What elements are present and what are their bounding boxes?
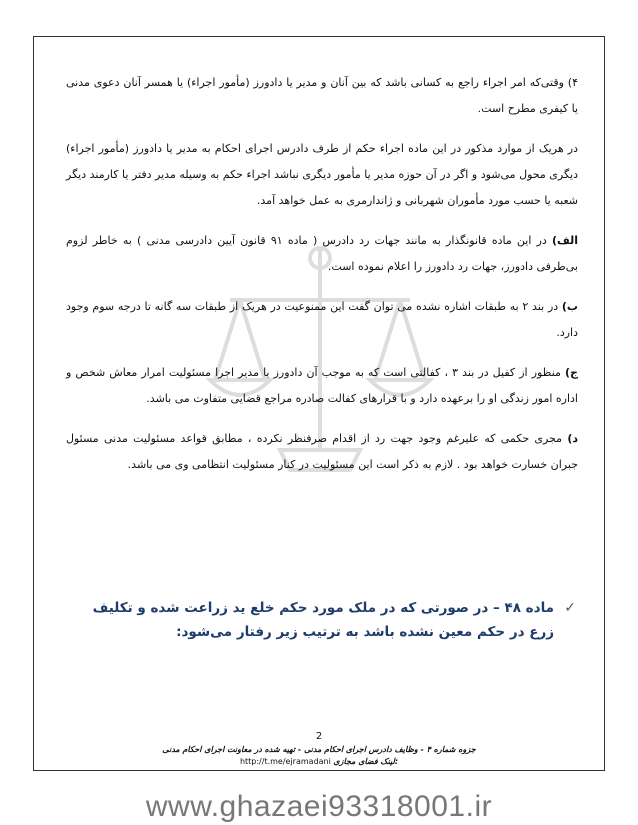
footer-link-url[interactable]: http://t.me/ejramadani — [239, 757, 331, 766]
paragraph-be — [66, 294, 578, 346]
label-be: ب) — [561, 300, 578, 313]
paragraph-dal — [66, 426, 578, 478]
label-dal: د) — [567, 432, 578, 445]
text-alef: در این ماده قانونگذار به مانند جهات رد دادرس ( ماده ۹۱ قانون آیین دادرسی مدنی ) به خاطر لزوم بی‌طرفی دادورز، جهات رد دادورز را اعلام نموده است. — [66, 234, 578, 273]
footer-title: جزوه شماره ۴ - وظایف دادرس اجرای احکام مدنی - تهیه شده در معاونت اجرای احکام مدنی — [162, 745, 476, 754]
label-jim: ج) — [565, 366, 578, 379]
paragraph-alef — [66, 228, 578, 280]
site-watermark: www.ghazaei93318001.ir — [145, 790, 493, 823]
paragraph-jim — [66, 360, 578, 412]
article-48-text: ماده ۴۸ – در صورتی که در ملک مورد حکم خلع ید زراعت شده و تکلیف زرع در حکم معین نشده باشد به ترتیب زیر رفتار می‌شود: — [92, 600, 554, 640]
text-jim: منظور از کفیل در بند ۳ ، کفالتی است که به موجب آن دادورز یا مدیر اجرا مسئولیت امرار معاش شخص و اداره امور زندگی او را برعهده دارد و با قرارهای کفالت صادره مراجع قضایی متفاوت می باشد. — [66, 366, 578, 405]
page-number: 2 — [315, 731, 323, 742]
text-be: در بند ۲ به طبقات اشاره نشده می توان گفت این ممنوعیت در هریک از طبقات سه گانه تا درجه سوم وجود دارد. — [66, 300, 578, 339]
check-arrow-icon: ✓ — [564, 600, 576, 616]
article-48-heading — [66, 596, 576, 644]
footer-link-label: لینک فضای مجازی: — [333, 757, 399, 766]
paragraph-item4: ۴) وقتی‌که امر اجراء راجع به کسانی باشد که بین آنان و مدیر یا دادورز (مأمور اجراء) یا همسر آنان دعوی مدنی یا کیفری مطرح است. — [66, 76, 578, 115]
paragraph-general: در هریک از موارد مذکور در این ماده اجراء حکم از طرف دادرس اجرای احکام به مدیر یا دادورز (مأمور اجراء) دیگری محول می‌شود و اگر در آن حوزه مدیر یا مأمور دیگری نباشد اجراء حکم به وسیله مدیر دفتر یا کارمند دیگر شعبه یا حسب مورد مأموران شهربانی و ژاندارمری به عمل خواهد آمد. — [66, 142, 578, 207]
document-body — [66, 70, 578, 492]
text-dal: مجری حکمی که علیرغم وجود جهت رد از اقدام صرفنظر نکرده ، مطابق قواعد مسئولیت مدنی مسئول جبران خسارت خواهد بود . لازم به ذکر است این مسئولیت در کنار مسئولیت انتظامی وی می باشد. — [66, 432, 578, 471]
label-alef: الف) — [551, 234, 578, 247]
footer-link-row — [33, 756, 605, 768]
page-footer — [33, 730, 605, 768]
